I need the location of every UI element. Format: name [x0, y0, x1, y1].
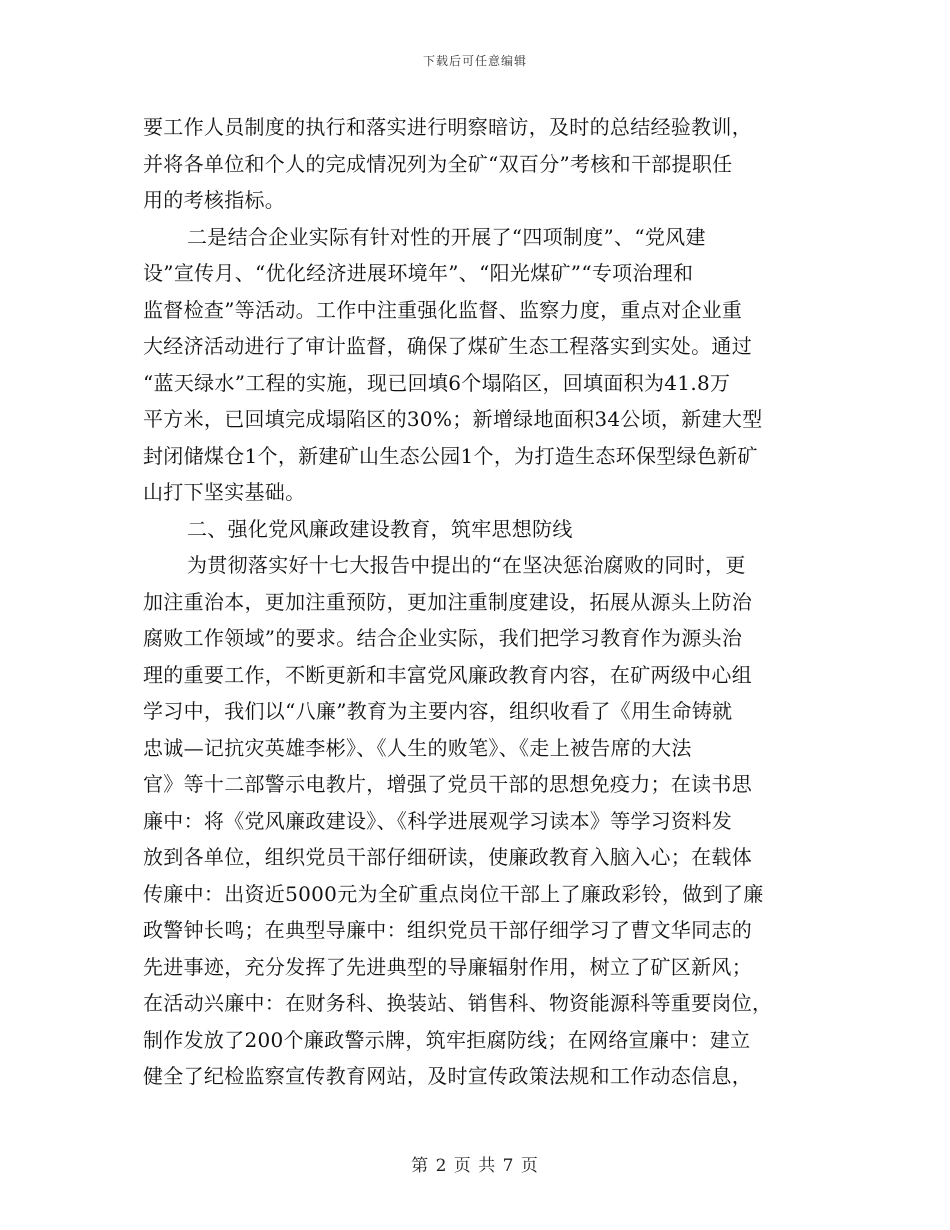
text-line: 并将各单位和个人的完成情况列为全矿“双百分”考核和干部提职任: [143, 151, 733, 176]
text-line: 放到各单位，组织党员干部仔细研读，使廉政教育入脑入心；在载体: [143, 845, 752, 869]
text-line: 腐败工作领域”的要求。结合企业实际，我们把学习教育作为源头治: [143, 626, 743, 650]
page-number: 第 2 页 共 7 页: [411, 1156, 539, 1176]
paragraph-start-line: 为贯彻落实好十七大报告中提出的“在坚决惩治腐败的同时，更: [187, 553, 746, 577]
header-note: 下载后可任意编辑: [422, 54, 527, 68]
text-line: 监督检查”等活动。工作中注重强化监督、监察力度，重点对企业重: [143, 297, 743, 322]
text-line: 官》等十二部警示电教片，增强了党员干部的思想免疫力；在读书思: [143, 772, 752, 796]
text-line: “蓝天绿水”工程的实施，现已回填6个塌陷区，回填面积为41.8万: [143, 370, 731, 395]
text-line: 健全了纪检监察宣传教育网站，及时宣传政策法规和工作动态信息，: [143, 1064, 752, 1088]
text-line: 忠诚—记抗灾英雄李彬》、《人生的败笔》、《走上被告席的大法: [143, 735, 692, 760]
text-line: 廉中：将《党风廉政建设》、《科学进展观学习读本》等学习资料发: [143, 808, 732, 833]
text-line: 要工作人员制度的执行和落实进行明察暗访，及时的总结经验教训，: [143, 115, 752, 139]
text-line: 平方米，已回填完成塌陷区的30%；新增绿地面积34公顷，新建大型: [143, 407, 763, 431]
text-line: 大经济活动进行了审计监督，确保了煤矿生态工程落实到实处。通过: [143, 334, 752, 358]
text-line: 山打下坚实基础。: [143, 480, 306, 504]
text-line: 封闭储煤仓1个，新建矿山生态公园1个，为打造生态环保型绿色新矿: [143, 443, 758, 468]
text-line: 加注重治本，更加注重预防，更加注重制度建设，拓展从源头上防治: [143, 589, 752, 614]
text-line: 在活动兴廉中：在财务科、换装站、销售科、物资能源科等重要岗位，: [143, 991, 773, 1015]
text-line: 设”宣传月、“优化经济进展环境年”、“阳光煤矿”“专项治理和: [143, 261, 694, 285]
text-line: 先进事迹，充分发挥了先进典型的导廉辐射作用，树立了矿区新风；: [143, 954, 752, 979]
document-body: [143, 109, 803, 1095]
text-line: 理的重要工作，不断更新和丰富党风廉政教育内容，在矿两级中心组: [143, 662, 752, 687]
text-line: 政警钟长鸣；在典型导廉中：组织党员干部仔细学习了曹文华同志的: [143, 918, 752, 942]
text-line: 传廉中：出资近5000元为全矿重点岗位干部上了廉政彩铃，做到了廉: [143, 881, 764, 906]
text-line: 学习中，我们以“八廉”教育为主要内容，组织收看了《用生命铸就: [143, 699, 733, 723]
text-line: 用的考核指标。: [143, 188, 286, 212]
section-heading: 二、强化党风廉政建设教育，筑牢思想防线: [187, 516, 573, 541]
text-line: 制作发放了200个廉政警示牌，筑牢拒腐防线；在网络宣廉中：建立: [143, 1027, 751, 1052]
paragraph-start-line: 二是结合企业实际有针对性的开展了“四项制度”、“党风建: [187, 224, 706, 249]
